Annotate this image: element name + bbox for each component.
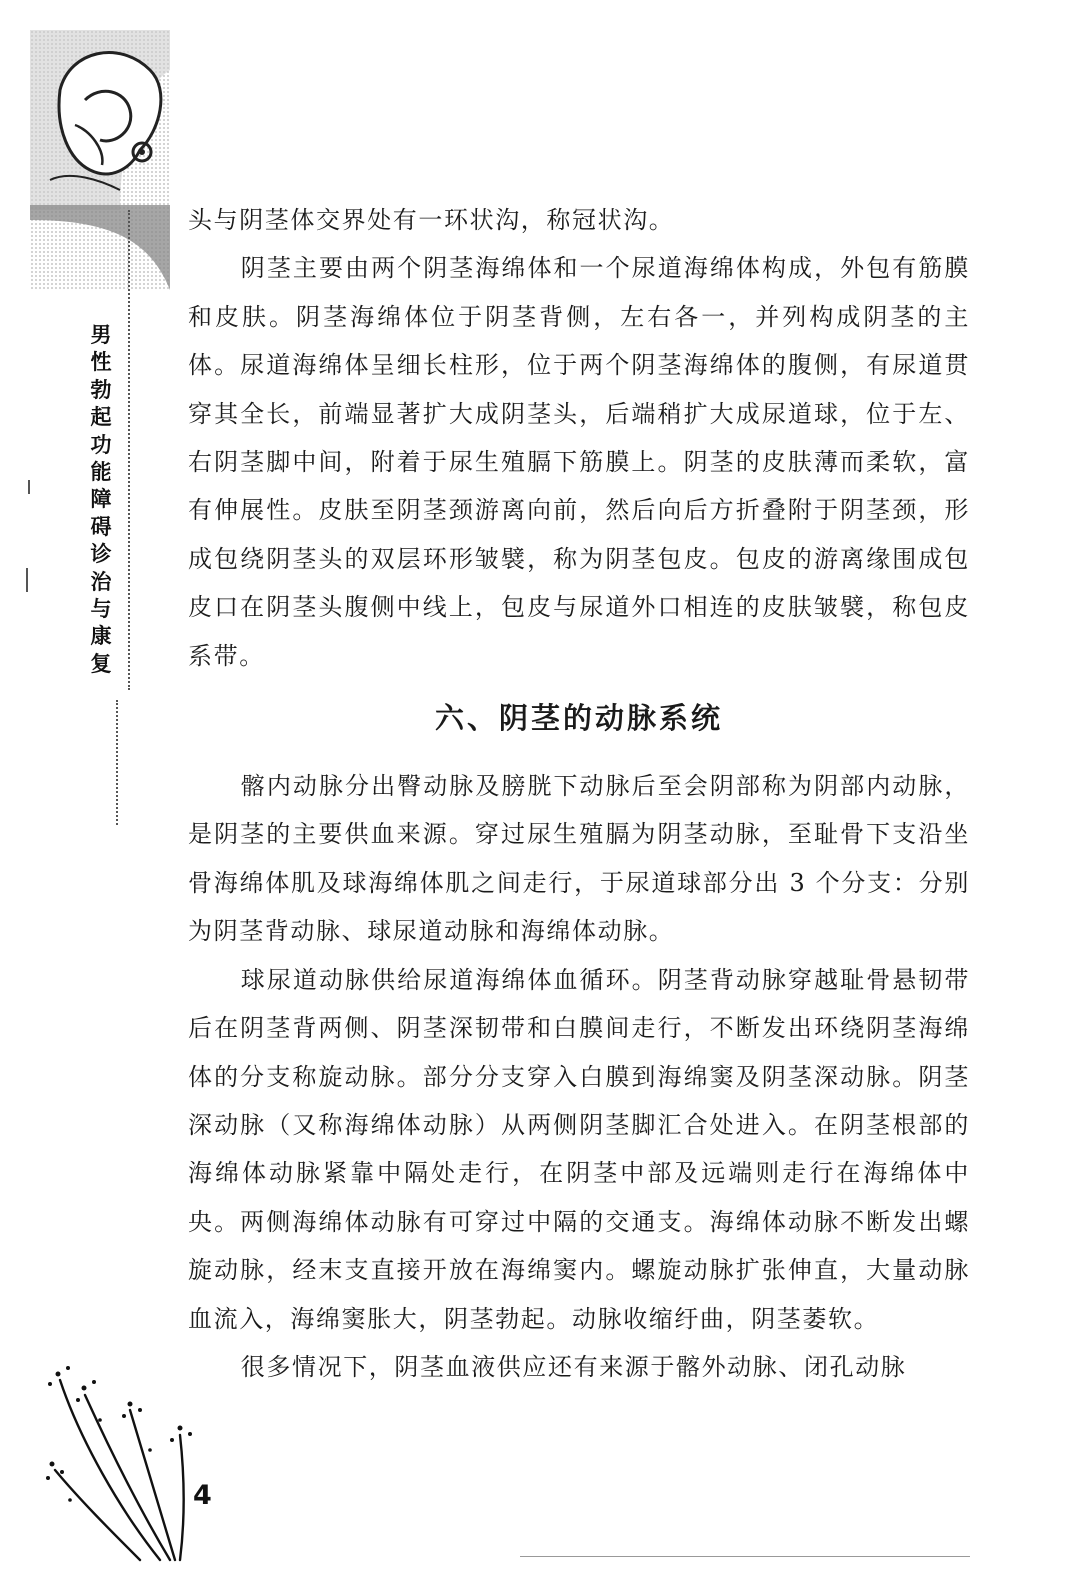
paragraph-accessory-supply: 很多情况下，阴茎血液供应还有来源于髂外动脉、闭孔动脉 — [240, 1352, 907, 1381]
paragraph-bulbourethral: 球尿道动脉供给尿道海绵体血循环。阴茎背动脉穿越耻骨悬韧带后在阴茎背两侧、阴茎深韧带和白膜间走行，不断发出环绕阴茎海绵体的分支称旋动脉。部分分支穿入白膜到海绵窦及阴茎深动脉。阴茎深动脉（又称海绵体动脉）从两侧阴茎脚汇合处进入。在阴茎根部的海绵体动脉紧靠中隔处走行，在阴茎中部及远端则走行在海绵体中央。两侧海绵体动脉有可穿过中隔的交通支。海绵体动脉不断发出螺旋动脉，经末支直接开放在海绵窦内。螺旋动脉扩张伸直，大量动脉血流入，海绵窦胀大，阴茎勃起。动脉收缩纡曲，阴茎萎软。 — [188, 965, 970, 1333]
margin-mark-lower — [26, 568, 28, 592]
side-book-title: 男性勃起功能障碍诊治与康复 — [90, 323, 112, 676]
bottom-rule — [520, 1556, 970, 1559]
corner-illustration — [30, 30, 170, 290]
section-heading: 六、阴茎的动脉系统 — [434, 701, 723, 736]
grass-illustration — [40, 1360, 210, 1565]
page-number: 4 — [193, 1480, 212, 1511]
paragraph-penis-structure: 阴茎主要由两个阴茎海绵体和一个尿道海绵体构成，外包有筋膜和皮肤。阴茎海绵体位于阴茎背侧，左右各一，并列构成阴茎的主体。尿道海绵体呈细长柱形，位于两个阴茎海绵体的腹侧，有尿道贯穿其全长，前端显著扩大成阴茎头，后端稍扩大成尿道球，位于左、右阴茎脚中间，附着于尿生殖膈下筋膜上。阴茎的皮肤薄而柔软，富有伸展性。皮肤至阴茎颈游离向前，然后向后方折叠附于阴茎颈，形成包绕阴茎头的双层环形皱襞，称为阴茎包皮。包皮的游离缘围成包皮口在阴茎头腹侧中线上，包皮与尿道外口相连的皮肤皱襞，称包皮系带。 — [188, 254, 970, 670]
side-dotted-rule-lower — [116, 700, 118, 825]
body-text — [188, 196, 970, 1391]
paragraph-internal-pudendal: 髂内动脉分出臀动脉及膀胱下动脉后至会阴部称为阴部内动脉，是阴茎的主要供血来源。穿过尿生殖膈为阴茎动脉，至耻骨下支沿坐骨海绵体肌及球海绵体肌之间走行，于尿道球部分出 3 个分支：分别为阴茎背动脉、球尿道动脉和海绵体动脉。 — [188, 772, 970, 946]
margin-mark — [28, 480, 30, 494]
side-dotted-rule — [128, 210, 130, 690]
paragraph-continuation: 头与阴茎体交界处有一环状沟，称冠状沟。 — [188, 206, 675, 234]
